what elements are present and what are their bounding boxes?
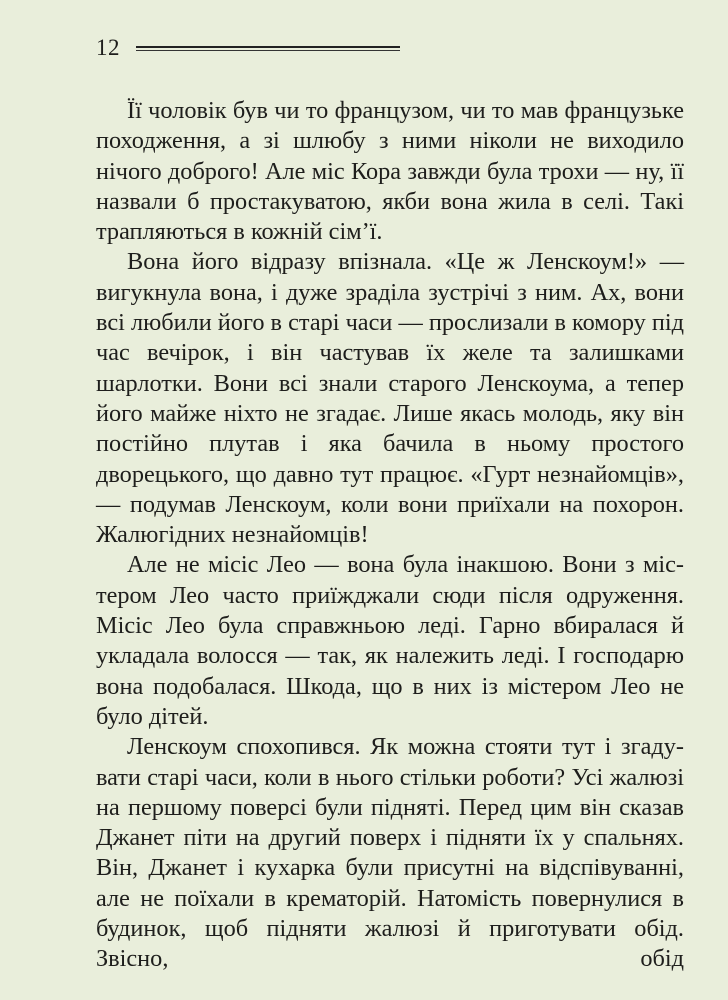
paragraph: Але не місіс Лео — вона була інакшою. Вони з містером Лео часто приїжджали сюди після одруження. Місіс Лео була справжньою леді. Гарно вбиралася й укладала волосся — так, як належить леді. І господарю вона подобалася. Шкода, що в них із містером Лео не було дітей. [96, 551, 684, 730]
header-rule-thick-line [136, 46, 400, 48]
page-number: 12 [96, 35, 120, 60]
header-rule-thin-line [136, 50, 400, 51]
paragraph: Вона його відразу впізнала. «Це ж Ленскоум!» — вигукнула вона, і дуже зраділа зустрічі з ним. Ах, вони всі любили його в старі часи — прослизали в комору під час вечірок, і він частував їх желе та залишками шарлотки. Вони всі знали старого Ленскоума, а тепер його майже ніхто не згадає. Лише якась молодь, яку він постійно плутав і яка бачила в ньому простого дворецького, що давно тут працює. «Гурт незнайомців», — подумав Ленскоум, коли вони приїхали на похорон. Жалюгідних незнайомців! [96, 248, 684, 549]
paragraph: Ленскоум спохопився. Як можна стояти тут і згадувати старі часи, коли в нього стільки роботи? Усі жалюзі на першому поверсі були підняті. Перед цим він сказав Джанет піти на другий поверх і підняти їх у спальнях. Він, Джанет і кухарка були присутні на відспівуванні, але не поїхали в крематорій. Натомість повернулися в будинок, щоб підняти жалюзі й приготувати обід. Звісно, обід [96, 733, 684, 973]
paragraph: Її чоловік був чи то французом, чи то мав французьке походження, а зі шлюбу з ними ніколи не виходило нічого доброго! Але міс Кора завжди була трохи — ну, її назвали б простакуватою, якби вона жила в селі. Такі трапляються в кожній сім’ї. [96, 97, 684, 246]
header-rule [136, 46, 400, 52]
page-header [96, 34, 416, 62]
body-text [96, 96, 684, 975]
